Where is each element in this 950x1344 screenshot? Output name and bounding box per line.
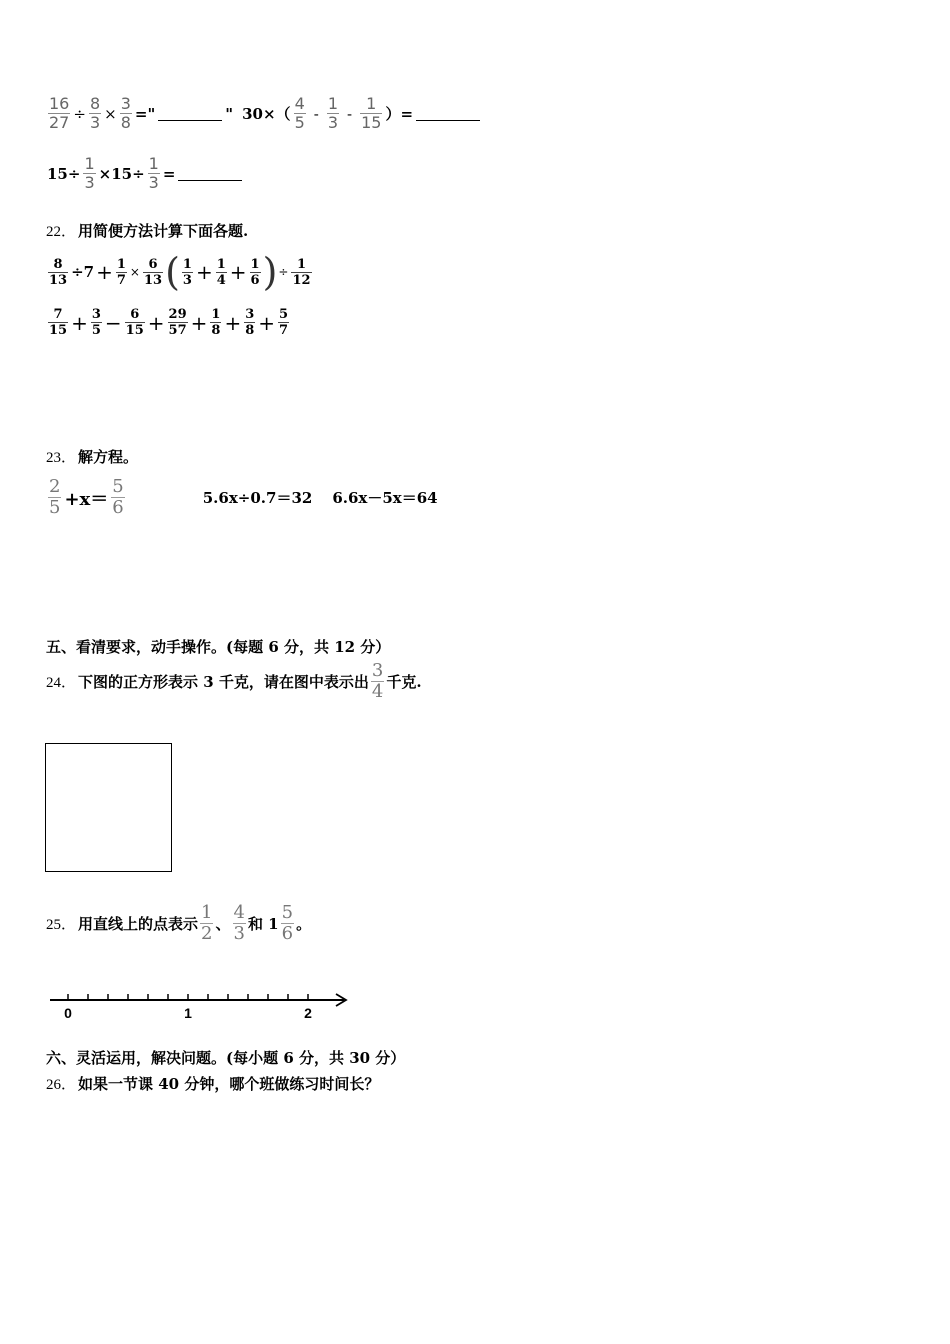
answer-blank[interactable]	[158, 106, 222, 121]
q22-title	[46, 220, 248, 241]
question-number: 24．	[46, 675, 77, 691]
operator: +	[258, 310, 276, 335]
operator: +	[195, 260, 213, 284]
operator: −	[104, 310, 122, 335]
operator: ×15÷	[98, 164, 145, 183]
operator: ×	[129, 265, 140, 279]
fraction: $\frac{8}{3}$	[89, 94, 101, 132]
answer-blank[interactable]	[178, 166, 242, 181]
section-heading-text: 六、灵活运用，解决问题。(每小题 6 分，共 30 分）	[46, 1049, 406, 1067]
q23-title	[46, 446, 138, 467]
punctuation: 。	[296, 915, 312, 933]
fraction: $\frac{16}{27}$	[49, 94, 70, 132]
fraction: $\frac{1}{12}$	[292, 256, 311, 288]
operator: +	[71, 310, 88, 335]
number-line[interactable]	[46, 988, 352, 1024]
left-paren: (	[165, 250, 180, 294]
operator: +	[224, 310, 242, 335]
equation-text: +x＝	[64, 488, 109, 510]
fraction: $\frac{8}{13}$	[49, 256, 68, 288]
fraction: $\frac{1}{6}$	[250, 256, 260, 288]
equals: ="	[134, 104, 156, 123]
fraction: $\frac{29}{57}$	[168, 307, 187, 338]
q21-line-1	[46, 96, 482, 131]
fraction: $\frac{1}{3}$	[148, 154, 159, 192]
tick-label-1: 1	[184, 1005, 192, 1021]
q22-expr-2	[46, 308, 291, 337]
fraction: $\frac{1}{3}$	[327, 94, 339, 132]
operator: +	[147, 310, 165, 335]
question-number: 25．	[46, 917, 77, 933]
fraction: $\frac{4}{3}$	[233, 902, 245, 944]
expr-prefix: 30×（	[242, 105, 291, 123]
question-number: 22．	[46, 224, 77, 240]
fraction: $\frac{1}{3}$	[84, 154, 95, 192]
question-number: 23．	[46, 450, 77, 466]
question-text: 和 1	[247, 915, 279, 933]
section-heading-text: 五、看清要求，动手操作。(每题 6 分，共 12 分）	[46, 638, 391, 656]
tick-label-0: 0	[64, 1005, 72, 1021]
equation-2: 5.6x÷0.7＝32	[202, 489, 313, 507]
equals: =	[162, 164, 176, 183]
question-text: 解方程。	[78, 448, 139, 466]
fraction: $\frac{6}{13}$	[143, 256, 163, 288]
question-number: 26．	[46, 1077, 77, 1093]
fraction: $\frac{1}{4}$	[216, 256, 226, 288]
fraction: $\frac{4}{5}$	[294, 94, 305, 132]
fraction: $\frac{1}{15}$	[361, 94, 382, 132]
q25	[46, 904, 311, 943]
fraction: $\frac{6}{15}$	[125, 307, 144, 338]
fraction: $\frac{7}{15}$	[49, 307, 68, 338]
q21-line-2	[46, 156, 244, 191]
operator: ÷7	[71, 263, 95, 281]
fraction: $\frac{1}{8}$	[211, 307, 221, 338]
question-text: 如果一节课 40 分钟，哪个班做练习时间长？	[78, 1075, 380, 1093]
section-5-heading	[46, 636, 390, 657]
fraction: $\frac{3}{8}$	[245, 307, 255, 338]
q24	[46, 662, 422, 701]
question-text: 下图的正方形表示 3 千克，请在图中表示出	[78, 673, 369, 691]
operator: +	[229, 260, 247, 284]
fraction: $\frac{3}{8}$	[120, 94, 131, 132]
q22-expr-1	[46, 250, 314, 294]
equation-3: 6.6x－5x＝64	[332, 489, 438, 507]
fraction: $\frac{5}{7}$	[279, 307, 289, 338]
fraction: $\frac{1}{7}$	[116, 256, 126, 288]
operator: ÷	[278, 265, 289, 279]
fraction: $\frac{2}{5}$	[49, 476, 61, 518]
fraction: $\frac{5}{6}$	[112, 476, 124, 518]
question-text: 千克.	[386, 673, 422, 691]
right-paren: )	[262, 250, 278, 294]
quote: "	[225, 104, 234, 123]
separator: 、	[215, 915, 231, 933]
q23-equations	[46, 478, 438, 517]
operator: -	[347, 104, 353, 123]
section-6-heading	[46, 1047, 405, 1068]
operator: -	[313, 104, 319, 123]
fraction: $\frac{3}{5}$	[91, 307, 101, 338]
fraction: $\frac{5}{6}$	[281, 902, 294, 944]
operator: ÷	[73, 104, 86, 123]
tick-label-2: 2	[304, 1005, 312, 1021]
operator: +	[96, 260, 113, 284]
operator: +	[190, 310, 208, 335]
question-text: 用直线上的点表示	[78, 915, 199, 933]
expr-prefix: 15÷	[47, 164, 81, 183]
fraction: $\frac{1}{2}$	[201, 902, 213, 944]
square-figure[interactable]	[45, 743, 172, 872]
fraction: $\frac{1}{3}$	[182, 256, 192, 288]
q26	[46, 1073, 379, 1094]
question-text: 用简便方法计算下面各题.	[78, 222, 249, 240]
operator: ×	[104, 104, 117, 123]
expr-suffix: ）=	[385, 105, 414, 123]
fraction: $\frac{3}{4}$	[371, 660, 384, 702]
answer-blank[interactable]	[416, 106, 480, 121]
